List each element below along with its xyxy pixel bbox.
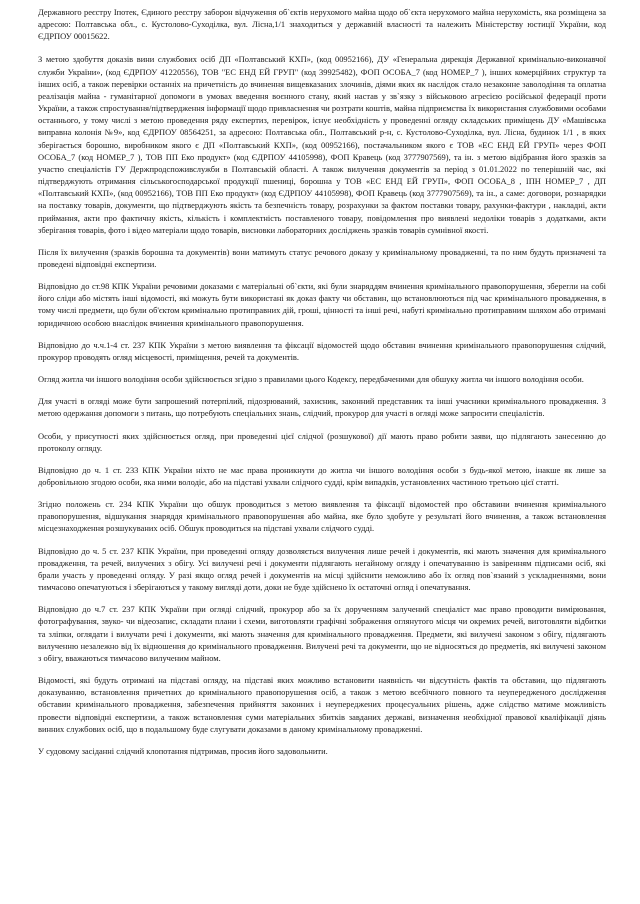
paragraph-article-237-part-7: Відповідно до ч.7 ст. 237 КПК України при огляді слідчий, прокурор або за їх дорученням залучений спеціаліст має право проводити вимірювання, фотографування, звуко- чи відеозапис, складати плани і схеми, виготовляти графічні зображення оглянутого місця чи окремих речей, виготовляти відбитки та зліпки, оглядати і вилучати речі і документи, які мають значення для кримінального провадження. Предмети, які вилучені законом з обігу, підлягають вилученню незалежно від їх відношення до кримінального провадження. Вилучені речі та документи, що не відносяться до предметів, які вилучені законом з обігу, вважаються тимчасово вилученим майном. xyxy=(38,604,606,663)
paragraph-inspection-participants: Для участі в огляді може бути запрошений потерпілий, підозрюваний, захисник, законний представник та інші учасники кримінального провадження. З метою одержання допомоги з питань, що потребують спеціальних знань, слідчий, прокурор для участі в огляді може запросити спеціалістів. xyxy=(38,396,606,419)
paragraph-registry-info: Державного реєстру Іпотек, Єдиного реєстру заборон відчуження об`єктів нерухомого майна щодо об`єкта нерухомого майна нерухомість, яка розміщена за адресою: Полтавська обл., с. Кустолово-Суходілка, вул. Лісна,1/1 знаходиться у державній власності та належить Міністерству юстиції України, код ЄДРПОУ 00015622. xyxy=(38,7,606,42)
paragraph-evidence-status: Після їх вилучення (зразків борошна та документів) вони матимуть статус речового доказу у кримінальному провадженні, та по ним будуть призначені та проведені відповідні експертизи. xyxy=(38,246,606,269)
paragraph-article-237-parts-1-4: Відповідно до ч.ч.1-4 ст. 237 КПК України з метою виявлення та фіксації відомостей щодо обставин вчинення кримінального правопорушення слідчий, прокурор проводять огляд місцевості, приміщення, речей та документів. xyxy=(38,339,606,362)
paragraph-dwelling-inspection: Огляд житла чи іншого володіння особи здійснюється згідно з правилами цього Кодексу, передбаченими для обшуку житла чи іншого володіння особи. xyxy=(38,374,584,385)
paragraph-article-233: Відповідно до ч. 1 ст. 233 КПК України ніхто не має права проникнути до житла чи іншого володіння особи з будь-якої метою, інакше як лише за добровільною згодою особи, яка ними володіє, або на підставі ухвали слідчого судді, крім випадків, установлених частиною третьою цієї статті. xyxy=(38,464,606,487)
paragraph-statements-right: Особи, у присутності яких здійснюється огляд, при проведенні цієї слідчої (розшукової) дії мають право робити заяви, що підлягають занесенню до протоколу огляду. xyxy=(38,430,606,453)
paragraph-article-237-part-5: Відповідно до ч. 5 ст. 237 КПК України, при проведенні огляду дозволяється вилучення лише речей і документів, які мають значення для кримінального провадження, та речей, вилучених з обігу. Усі вилучені речі і документи підлягають негайному огляду і опечатуванню із завіренням підписами осіб, які брали участь у проведенні огляду. У разі якщо огляд речей і документів на місці здійснити неможливо або їх огляд пов`язаний з ускладненнями, вони тимчасово опечатуються і зберігаються у такому вигляді доти, доки не буде здійснено їх остаточні огляд і опечатування. xyxy=(38,545,606,593)
paragraph-court-hearing: У судовому засіданні слідчий клопотання підтримав, просив його задовольнити. xyxy=(38,745,328,756)
paragraph-evidence-purpose: З метою здобуття доказів вини службових осіб ДП «Полтавський КХП», (код 00952166), ДУ «Генеральна дирекція Державної кримінально-виконавчої служби України», (код ЄДРПОУ 41220556), ТОВ "ЕС ЕНД ЕЙ ГРУП" (код 39925482), ФОП ОСОБА_7 (код НОМЕР_7 ), інших комерційних структур та інших осіб, а також перевірки останніх на причетність до вчинення вищевказаних злочинів, діями яких як наслідок стало незаконне заволодіння та оплатна реалізація майна - гуманітарної допомоги в умовах введення воєнного стану, який настав у зв`язку з військовою агресією російської федерації проти України, а також спростування/підтвердження інформації щодо привласнення чи розтрати коштів, майна підприємства їх використання службовими особами останнього, у тому числі з метою проведення ряду експертиз, перевірок, існує необхідність у проведенні огляду складських приміщень ДУ «Машівська виправна колонія №9», код ЄДРПОУ 08564251, за адресою: Полтавська обл., Полтавський р-н, с. Кустолово-Суходілка, вул. Лісна, будинок 1/1 , в яких зберігається борошно, виробником якого є ДП «Полтавський КХП», (код 00952166), постачальником якого є ТОВ «ЕС ЕНД ЕЙ ГРУП» через ФОП ОСОБА_7 (код НОМЕР_7 ), ТОВ ПП Еко продукт» (код ЄДРПОУ 44105998), ФОП Кравець (код 3777907569), та ін. з метою відібрання його зразків за участю спеціалістів ГУ Держпродспоживслужби в Полтавській області. А також вилучення документів за період з 01.01.2022 по теперішній час, які підтверджують отримання сільськогосподарської продукції пшениці, борошна у ТОВ «ЕС ЕНД ЕЙ ГРУП», ФОП ОСОБА_8 , ІПН НОМЕР_7 , ДП «Полтавський КХП», (код 00952166), ТОВ ПП Еко продукт» (код ЄДРПОУ 44105998), ФОП Кравець (код 3777907569), та ін., а саме: договори, рознарядки на поставку товарів, документи, що підтверджують якість та безпечність товару, розрахунки за фактом поставки товару, рахунки-фактури , накладні, акти приймання, акти про фактичну якість, кількість і комплектність поставленого товару, повідомлення про виявлені недоліки товарів з додатками, акти зберігання товарів, фото і відео матеріали щодо товарів, висновки лабораторних досліджень зразків товарів сумнівної якості. xyxy=(38,54,606,235)
paragraph-article-98: Відповідно до ст.98 КПК України речовими доказами є матеріальні об`єкти, які були знаряддям вчинення кримінального правопорушення, зберегли на собі його сліди або містять інші відомості, які можуть бути використані як доказ факту чи обставин, що встановлюються під час кримінального провадження, в тому числі предмети, що були об'єктом кримінально протиправних дій, гроші, цінності та інші речі, набуті кримінально протиправним шляхом або отримані юридичною особою внаслідок вчинення кримінального правопорушення. xyxy=(38,281,606,328)
paragraph-obtained-information: Відомості, які будуть отримані на підставі огляду, на підставі яких можливо встановити наявність чи відсутність фактів та обставин, що підлягають доказуванню, встановлення причетних до кримінального правопорушення осіб, а також з метою всебічного повного та неупередженого дослідження обставин кримінального провадження, забезпечення прийняття законних і неупереджених процесуальних рішень, адже слідство матиме можливість провести відповідні експертизи, а також встановлення суми матеріальних збитків завданих державі, визначення необхідної правової кваліфікації діянь винних службових осіб, що в подальшому буде слугувати доказами в даному кримінальному провадженні. xyxy=(38,675,606,734)
paragraph-article-234: Згідно положень ст. 234 КПК України що обшук проводиться з метою виявлення та фіксації відомостей про обставини вчинення кримінального правопорушення, відшукання знаряддя кримінального правопорушення або майна, яке було здобуте у результаті його вчинення, а також встановлення місцезнаходження розшукуваних осіб. Обшук проводиться на підставі ухвали слідчого судді. xyxy=(38,499,606,534)
